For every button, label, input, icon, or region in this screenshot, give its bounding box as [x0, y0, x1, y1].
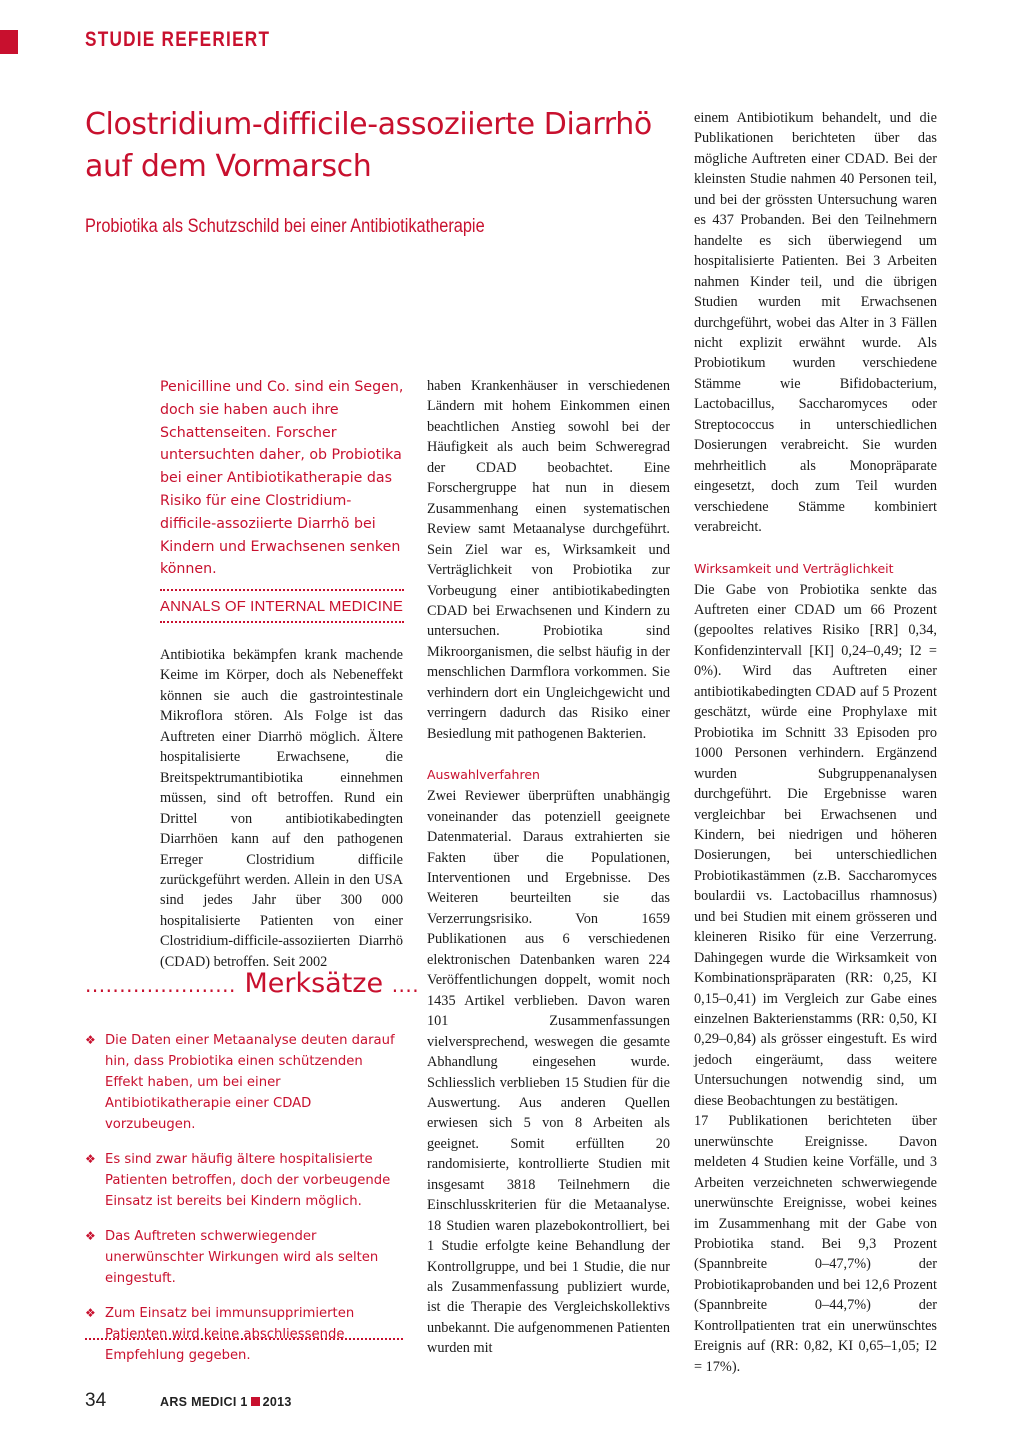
diamond-bullet-icon: ❖ [85, 1152, 96, 1166]
list-item-text: Das Auftreten schwerwiegender unerwünschter Wirkungen wird als selten eingestuft. [105, 1229, 379, 1286]
dot-leader: ...................... [85, 973, 236, 997]
body-paragraph: Antibiotika bekämpfen krank machende Keime im Körper, doch als Nebeneffekt können sie auch die gastrointestinale Mikroflora stören. Als Folge ist das Auftreten einer Diarrhö möglich. Ältere hospitalisierte Erwachsene, die Breitspektrumantibiotika einnehmen müssen, sind oft betroffen. Rund ein Drittel von antibiotikabedingten Diarrhöen kann auf den pathogenen Erreger Clostridium difficile zurückgeführt werden. Allein in den USA sind jedes Jahr über 300 000 hospitalisierte Patienten von einer Clostridium-difficile-assoziierten Diarrhö (CDAD) betroffen. Seit 2002 [160, 647, 403, 970]
merksaetze-heading [85, 968, 420, 999]
body-paragraph: einem Antibiotikum behandelt, und die Publikationen berichteten über das mögliche Auftreten einer CDAD. Bei der kleinsten Studie nahmen 40 Personen teil, und bei der grössten Untersuchung waren es 437 Probanden. Bei den Teilnehmern handelte es sich überwiegend um hospitalisierte Patienten. Bei 3 Arbeiten nahmen Kinder teil, und die übrigen Studien wurden mit Erwachsenen durchgeführt, wobei das Alter in 3 Fällen nicht explizit erwähnt wurde. Als Probiotikum wurden verschiedene Stämme wie Bifidobacterium, Lactobacillus, Saccharomyces oder Streptococcus in unterschiedlichen Dosierungen verabreicht. Sie wurden mehrheitlich als Monopräparate eingesetzt, doch zum Teil wurden verschiedene Stämme kombiniert verabreicht. [694, 110, 937, 536]
merksaetze-list [85, 1030, 403, 1380]
journal-name: ARS MEDICI 1 [160, 1395, 248, 1409]
section-heading: Auswahlverfahren [427, 767, 540, 783]
list-item [85, 1303, 403, 1366]
list-item-text: Die Daten einer Metaanalyse deuten darauf hin, dass Probiotika einen schützenden Effekt haben, um bei einer Antibiotikatherapie einer CDAD vorzubeugen. [105, 1033, 395, 1132]
divider [160, 621, 404, 623]
body-paragraph: Zwei Reviewer überprüften unabhängig voneinander das potenziell geeignete Datenmaterial. Daraus extrahierten sie Fakten über die Populationen, Interventionen und Ergebnisse. Des Weiteren beurteilten sie das Verzerrungsrisiko. Von 1659 Publikationen aus 6 verschiedenen elektronischen Datenbanken waren 224 Veröffentlichungen doppelt, womit noch 1435 Artikel verblieben. Davon waren 101 Zusammenfassungen vielversprechend, weswegen die gesamte Abhandlung eingesehen wurde. Schliesslich verblieben 15 Studien für die Auswertung. Aus anderen Quellen erwiesen sich 5 von 8 Arbeiten als geeignet. Somit erfüllten 20 randomisierte, kontrollierte Studien mit insgesamt 3818 Teilnehmern die Einschlusskriterien für die Metaanalyse. 18 Studien waren plazebokontrolliert, bei 1 Studie erfolgte keine Behandlung der Kontrollgruppe, und bei 1 Studie, die nur als Zusammenfassung publiziert wurde, ist die Therapie des Vergleichskollektivs unbekannt. Die aufgenommenen Patienten wurden mit [427, 788, 670, 1357]
body-paragraph: haben Krankenhäuser in verschiedenen Ländern mit hohem Einkommen einen beachtlichen Anstieg sowohl bei der Häufigkeit als auch beim Schweregrad der CDAD beobachtet. Eine Forschergruppe hat nun in diesem Zusammenhang einen systematischen Review samt Metaanalyse durchgeführt. Sein Ziel war es, Wirksamkeit und Verträglichkeit von Probiotika zur Vorbeugung einer antibiotikabedingten CDAD bei Erwachsenen und Kindern zu untersuchen. Probiotika sind Mikroorganismen, die selbst häufig in der menschlichen Darmflora vorkommen. Sie verhindern dort ein Ungleichgewicht und verringern dadurch das Risiko einer Besiedlung mit pathogenen Bakterien. [427, 378, 670, 742]
diamond-bullet-icon: ❖ [85, 1033, 96, 1047]
list-item [85, 1149, 403, 1212]
article-subtitle: Probiotika als Schutzschild bei einer Antibiotikatherapie [85, 216, 485, 237]
article-title: Clostridium-difficile-assoziierte Diarrhö auf dem Vormarsch [85, 107, 652, 184]
article-column-3 [694, 108, 937, 1377]
article-lead: Penicilline und Co. sind ein Segen, doch sie haben auch ihre Schattenseiten. Forscher untersuchten daher, ob Probiotika bei einer Antibiotikatherapie das Risiko für eine Clostridium-difficile-assoziierte Diarrhö bei Kindern und Erwachsenen senken können. [160, 379, 404, 578]
journal-year: 2013 [262, 1395, 292, 1409]
merksaetze-title: Merksätze [244, 968, 384, 999]
section-color-marker [0, 30, 18, 54]
article-column-2 [427, 376, 670, 1359]
square-separator-icon [251, 1397, 260, 1406]
dot-leader: .... [391, 973, 420, 997]
body-paragraph: 17 Publikationen berichteten über unerwünschte Ereignisse. Davon meldeten 4 Studien keine Vorfälle, und 3 Arbeiten verzeichneten schwerwiegende unerwünschte Ereignisse, wobei keines im Zusammenhang mit der Gabe von Probiotika stand. Bei 9,3 Prozent (Spannbreite 0–47,7%) der Probiotikaprobanden und bei 12,6 Prozent (Spannbreite 0–44,7%) der Kontrollpatienten trat ein unerwünschtes Ereignis auf (RR: 0,82, KI 0,65–1,05; I2 = 17%). [694, 1113, 937, 1375]
body-paragraph: Die Gabe von Probiotika senkte das Auftreten einer CDAD um 66 Prozent (gepooltes relatives Risiko [RR] 0,34, Konfidenzintervall [KI] 0,24–0,49; I2 = 0%). Wird das Auftreten einer antibiotikabedingten CDAD auf 5 Prozent geschätzt, würde eine Prophylaxe mit Probiotika im Schnitt 33 Episoden pro 1000 Personen verhindern. Ergänzend wurden Subgruppenanalysen durchgeführt. Die Ergebnisse waren vergleichbar bei Erwachsenen und Kindern, bei niedrigen und höheren Dosierungen, bei unterschiedlichen Probiotikastämmen (z.B. Saccharomyces boulardii vs. Lactobacillus rhamnosus) und bei Studien mit einem grösseren und kleineren Risiko für eine Verzerrung. Dahingegen wurde die Wirksamkeit von Kombinationspräparaten (RR: 0,25, KI 0,15–0,41) im Vergleich zur Gabe eines einzelnen Bakterienstamms (RR: 0,50, KI 0,29–0,84) als grösser eingestuft. Es wird jedoch eingeräumt, dass weitere Untersuchungen notwendig sind, um diese Beobachtungen zu bestätigen. [694, 581, 937, 1109]
list-item-text: Es sind zwar häufig ältere hospitalisierte Patienten betroffen, doch der vorbeugende Einsatz ist bereits bei Kindern möglich. [105, 1152, 391, 1209]
article-column-1 [160, 645, 403, 972]
divider [160, 589, 404, 591]
diamond-bullet-icon: ❖ [85, 1229, 96, 1243]
list-item-text: Zum Einsatz bei immunsupprimierten Patienten wird keine abschliessende Empfehlung gegeben. [105, 1306, 355, 1363]
source-label: ANNALS OF INTERNAL MEDICINE [160, 598, 404, 615]
section-heading: Wirksamkeit und Verträglichkeit [694, 560, 894, 576]
list-item [85, 1226, 403, 1289]
divider [85, 1338, 403, 1340]
journal-footer [160, 1395, 292, 1409]
list-item [85, 1030, 403, 1135]
diamond-bullet-icon: ❖ [85, 1306, 96, 1320]
section-label: STUDIE REFERIERT [85, 28, 271, 51]
page-number: 34 [85, 1390, 107, 1411]
